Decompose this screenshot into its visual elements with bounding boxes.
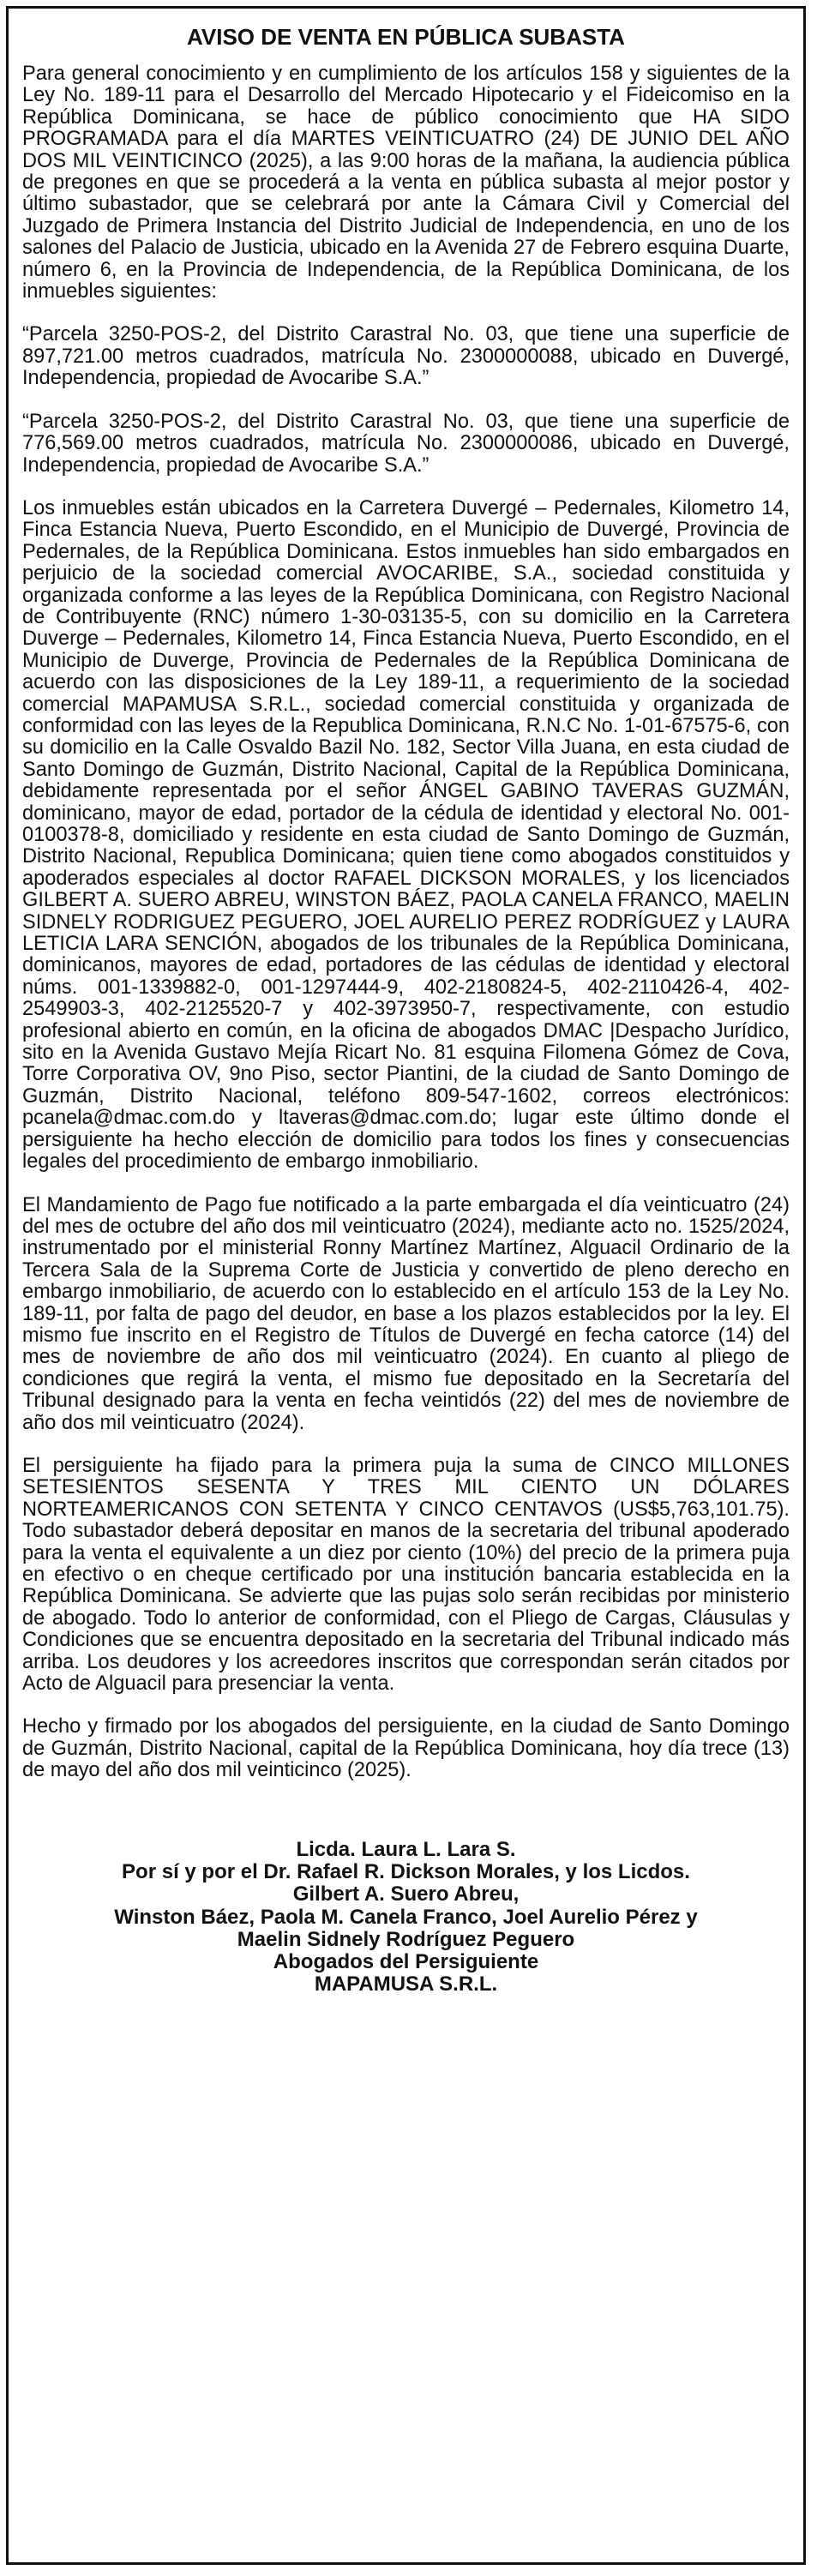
signature-line: MAPAMUSA S.R.L. (314, 1973, 498, 1997)
signature-block (22, 1839, 790, 1997)
signature-line: Licda. Laura L. Lara S. (296, 1837, 516, 1861)
paragraph-first-bid: El persiguiente ha fijado para la primera puja la suma de CINCO MILLONES SETESIENTOS SESENTA Y TRES MIL CIENTO UN DÓLARES NORTEAMERICANOS CON SETENTA Y CINCO CENTAVOS (US$5,763,101.75). Todo subastador deberá depositar en manos de la secretaria del tribunal apoderado para la venta el equivalente a un diez por ciento (10%) del precio de la primera puja en efectivo o en cheque certificado por una institución bancaria establecida en la República Dominicana. Se advierte que las pujas solo serán recibidas por ministerio de abogado. Todo lo anterior de conformidad, con el Pliego de Cargas, Cláusulas y Condiciones que se encuentra depositado en la secretaria del Tribunal indicado más arriba. Los deudores y los acreedores inscritos que correspondan serán citados por Acto de Alguacil para presenciar la venta. (22, 1454, 790, 1696)
signature-line: Winston Báez, Paola M. Canela Franco, Joel Aurelio Pérez y (114, 1905, 698, 1929)
notice-content (22, 22, 790, 1997)
paragraph-property-details: Los inmuebles están ubicados en la Carretera Duvergé – Pedernales, Kilometro 14, Finca Estancia Nueva, Puerto Escondido, en el Municipio de Duvergé, Provincia de Pedernales, de la República Dominicana. Estos inmuebles han sido embargados en perjuicio de la sociedad comercial AVOCARIBE, S.A., sociedad constituida y organizada conforme a las leyes de la República Dominicana, con Registro Nacional de Contribuyente (RNC) número 1-30-03135-5, con su domicilio en la Carretera Duverge – Pedernales, Kilometro 14, Finca Estancia Nueva, Puerto Escondido, en el Municipio de Duverge, Provincia de Pedernales de la República Dominicana de acuerdo con las disposiciones de la Ley 189-11, a requerimiento de la sociedad comercial MAPAMUSA S.R.L., sociedad comercial constituida y organizada de conformidad con las leyes de la Republica Dominicana, R.N.C No. 1-01-67575-6, con su domicilio en la Calle Osvaldo Bazil No. 182, Sector Villa Juana, en esta ciudad de Santo Domingo de Guzmán, Distrito Nacional, Capital de la República Dominicana, debidamente representada por el señor ÁNGEL GABINO TAVERAS GUZMÁN, dominicano, mayor de edad, portador de la cédula de identidad y electoral No. 001-0100378-8, domiciliado y residente en esta ciudad de Santo Domingo de Guzmán, Distrito Nacional, Republica Dominicana; quien tiene como abogados constituidos y apoderados especiales al doctor RAFAEL DICKSON MORALES, y los licenciados GILBERT A. SUERO ABREU, WINSTON BÁEZ, PAOLA CANELA FRANCO, MAELIN SIDNELY RODRIGUEZ PEGUERO, JOEL AURELIO PEREZ RODRÍGUEZ y LAURA LETICIA LARA SENCIÓN, abogados de los tribunales de la República Dominicana, dominicanos, mayores de edad, portadores de las cédulas de identidad y electoral núms. 001-1339882-0, 001-1297444-9, 402-2180824-5, 402-2110426-4, 402-2549903-3, 402-2125520-7 y 402-3973950-7, respectivamente, con estudio profesional abierto en común, en la oficina de abogados DMAC |Despacho Jurídico, sito en la Avenida Gustavo Mejía Ricart No. 81 esquina Filomena Gómez de Cova, Torre Corporativa OV, 9no Piso, sector Piantini, de la ciudad de Santo Domingo de Guzmán, Distrito Nacional, teléfono 809-547-1602, correos electrónicos: pcanela@dmac.com.do y ltaveras@dmac.com.do; lugar este último donde el persiguiente ha hecho elección de domicilio para todos los fines y consecuencias legales del procedimiento de embargo inmobiliario. (22, 496, 790, 1174)
signature-line: Por sí y por el Dr. Rafael R. Dickson Morales, y los Licdos. (122, 1859, 690, 1883)
paragraph-intro: Para general conocimiento y en cumplimiento de los artículos 158 y siguientes de la Ley No. 189-11 para el Desarrollo del Mercado Hipotecario y el Fideicomiso en la República Dominicana, se hace de público conocimiento que HA SIDO PROGRAMADA para el día MARTES VEINTICUATRO (24) DE JUNIO DEL AÑO DOS MIL VEINTICINCO (2025), a las 9:00 horas de la mañana, la audiencia pública de pregones en que se procederá a la venta en pública subasta al mejor postor y último subastador, que se celebrará por ante la Cámara Civil y Comercial del Juzgado de Primera Instancia del Distrito Judicial de Independencia, en uno de los salones del Palacio de Justicia, ubicado en la Avenida 27 de Febrero esquina Duarte, número 6, en la Provincia de Independencia, de la República Dominicana, de los inmuebles siguientes: (22, 63, 790, 303)
paragraph-signed: Hecho y firmado por los abogados del persiguiente, en la ciudad de Santo Domingo de Guzmán, Distrito Nacional, capital de la República Dominicana, hoy día trece (13) de mayo del año dos mil veinticinco (2025). (22, 1715, 790, 1782)
paragraph-parcel-2: “Parcela 3250-POS-2, del Distrito Carastral No. 03, que tiene una superficie de 776,569.00 metros cuadrados, matrícula No. 2300000086, ubicado en Duvergé, Independencia, propiedad de Avocaribe S.A.” (22, 410, 790, 477)
signature-line: Gilbert A. Suero Abreu, (292, 1882, 520, 1906)
paragraph-parcel-1: “Parcela 3250-POS-2, del Distrito Carastral No. 03, que tiene una superficie de 897,721.00 metros cuadrados, matrícula No. 2300000088, ubicado en Duvergé, Independencia, propiedad de Avocaribe S.A.” (22, 323, 790, 390)
signature-line: Abogados del Persiguiente (273, 1950, 539, 1974)
signature-line: Maelin Sidnely Rodríguez Peguero (237, 1927, 575, 1951)
paragraph-payment-order: El Mandamiento de Pago fue notificado a la parte embargada el día veinticuatro (24) del mes de octubre del año dos mil veinticuatro (2024), mediante acto no. 1525/2024, instrumentado por el ministerial Ronny Martínez Martínez, Alguacil Ordinario de la Tercera Sala de la Suprema Corte de Justicia y convertido de pleno derecho en embargo inmobiliario, de acuerdo con lo establecido en el artículo 153 de la Ley No. 189-11, por falta de pago del deudor, en base a los plazos establecidos por la ley. El mismo fue inscrito en el Registro de Títulos de Duvergé en fecha catorce (14) del mes de noviembre de año dos mil veinticuatro (2024). En cuanto al pliego de condiciones que regirá la venta, el mismo fue depositado en la Secretaría del Tribunal designado para la venta en fecha veintidós (22) del mes de noviembre de año dos mil veinticuatro (2024). (22, 1193, 790, 1434)
notice-title: AVISO DE VENTA EN PÚBLICA SUBASTA (187, 24, 625, 50)
